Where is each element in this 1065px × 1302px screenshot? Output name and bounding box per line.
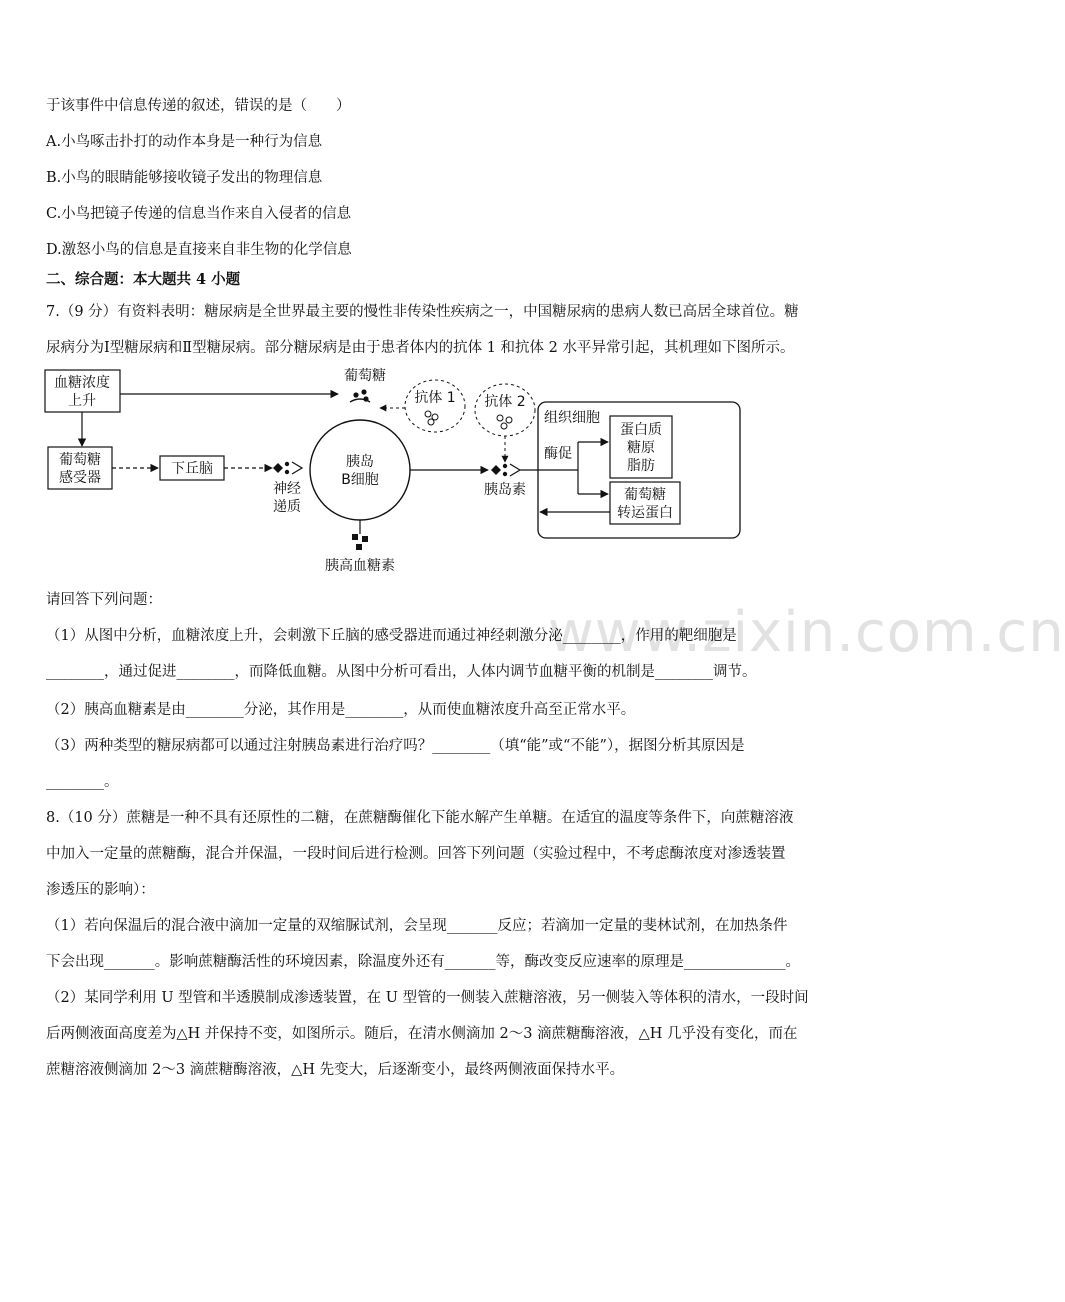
glucagon-symbol	[352, 534, 368, 550]
section-title: 二、综合题：本大题共 4 小题	[46, 271, 241, 288]
transporter-label-1: 葡萄糖	[624, 487, 666, 503]
blood-sugar-label-1: 血糖浓度	[54, 375, 110, 391]
glucagon-label: 胰高血糖素	[325, 558, 395, 574]
receptor-label-1: 葡萄糖	[59, 452, 101, 468]
q6-option-b: B.小鸟的眼睛能够接收镜子发出的物理信息	[46, 170, 323, 186]
promote-label: 酶促	[544, 446, 572, 462]
antibody-1-label: 抗体 1	[414, 390, 456, 406]
neurotransmitter-symbol	[273, 462, 302, 474]
q7-sub2: （2）胰高血糖素是由________分泌，其作用是________，从而使血糖浓度升高至正常水平。	[46, 702, 636, 718]
q8-sub2-line3: 蔗糖溶液侧滴加 2～3 滴蔗糖酶溶液，△H 先变大，后逐渐变小，最终两侧液面保持水平。	[46, 1062, 625, 1078]
q8-stem-line2: 中加入一定量的蔗糖酶，混合并保温，一段时间后进行检测。回答下列问题（实验过程中，不考虑酶浓度对渗透装置	[46, 846, 786, 862]
q6-option-d: D.激怒小鸟的信息是直接来自非生物的化学信息	[46, 242, 352, 258]
q8-stem-line1: 8.（10 分）蔗糖是一种不具有还原性的二糖，在蔗糖酶催化下能水解产生单糖。在适宜的温度等条件下，向蔗糖溶液	[46, 810, 794, 826]
antibody-1-ellipse	[405, 380, 465, 432]
q8-stem-line3: 渗透压的影响）：	[46, 882, 155, 898]
products-label-3: 脂肪	[627, 458, 655, 474]
q7-stem-line2: 尿病分为Ⅰ型糖尿病和Ⅱ型糖尿病。部分糖尿病是由于患者体内的抗体 1 和抗体 2 水平异常引起，其机理如下图所示。	[46, 340, 795, 356]
transporter-label-2: 转运蛋白	[617, 505, 673, 521]
islet-label-2: B细胞	[341, 472, 379, 488]
insulin-label: 胰岛素	[484, 482, 526, 498]
q7-sub3-line1: （3）两种类型的糖尿病都可以通过注射胰岛素进行治疗吗？________（填“能”或“不能”），据图分析其原因是	[46, 738, 745, 754]
q7-prompt: 请回答下列问题：	[46, 592, 162, 608]
q6-option-c: C.小鸟把镜子传递的信息当作来自入侵者的信息	[46, 206, 352, 222]
islet-label-1: 胰岛	[346, 454, 374, 470]
islet-b-cell	[310, 420, 410, 520]
hypothalamus-label: 下丘脑	[171, 461, 213, 477]
q6-option-a: A.小鸟啄击扑打的动作本身是一种行为信息	[46, 134, 323, 150]
q7-sub1-line1: （1）从图中分析，血糖浓度上升，会刺激下丘脑的感受器进而通过神经刺激分泌________，作用的靶细胞是	[46, 628, 737, 644]
watermark: www.zixin.com.cn	[548, 600, 1065, 665]
q7-sub3-line2: ________。	[46, 774, 119, 790]
q7-sub1-line2: ________，通过促进________，而降低血糖。从图中分析可看出，人体内调节血糖平衡的机制是________调节。	[46, 664, 757, 680]
q8-sub2-line2: 后两侧液面高度差为△H 并保持不变，如图所示。随后，在清水侧滴加 2～3 滴蔗糖酶溶液，△H 几乎没有变化，而在	[46, 1026, 798, 1042]
glucose-molecules-icon	[350, 389, 370, 402]
blood-sugar-label-2: 上升	[68, 393, 96, 409]
neurotransmitter-label-1: 神经	[273, 481, 301, 497]
insulin-symbol	[491, 464, 520, 476]
q7-stem-line1: 7.（9 分）有资料表明：糖尿病是全世界最主要的慢性非传染性疾病之一，中国糖尿病的患病人数已高居全球首位。糖	[46, 304, 799, 320]
neurotransmitter-label-2: 递质	[273, 499, 301, 515]
products-label-2: 糖原	[627, 440, 655, 456]
q8-sub2-line1: （2）某同学利用 U 型管和半透膜制成渗透装置，在 U 型管的一侧装入蔗糖溶液，另一侧装入等体积的清水，一段时间	[46, 990, 809, 1006]
receptor-label-2: 感受器	[59, 470, 101, 486]
q6-stem: 于该事件中信息传递的叙述，错误的是（ ）	[46, 98, 351, 114]
antibody-2-ellipse	[475, 384, 535, 436]
q8-sub1-line2: 下会出现_______。影响蔗糖酶活性的环境因素，除温度外还有_______等，酶改变反应速率的原理是______________。	[46, 954, 800, 970]
products-label-1: 蛋白质	[620, 422, 662, 438]
q8-sub1-line1: （1）若向保温后的混合液中滴加一定量的双缩脲试剂，会呈现_______反应；若滴加一定量的斐林试剂，在加热条件	[46, 918, 788, 934]
antibody-2-label: 抗体 2	[484, 394, 526, 410]
blood-glucose-regulation-diagram	[40, 362, 890, 582]
glucose-top-label: 葡萄糖	[344, 368, 386, 384]
tissue-cell-label: 组织细胞	[544, 410, 600, 426]
